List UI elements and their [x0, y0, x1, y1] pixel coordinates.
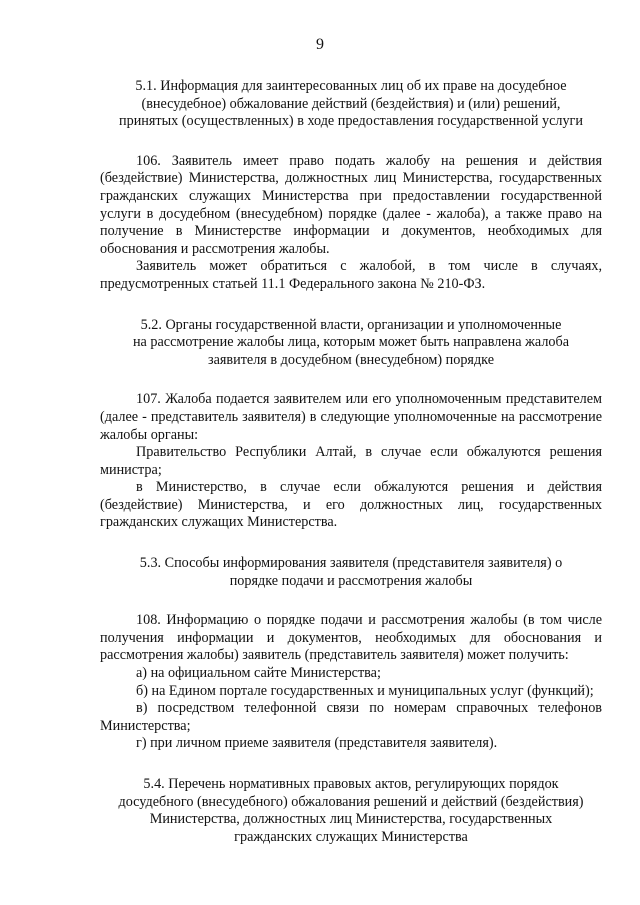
list-item-v: в) посредством телефонной связи по номерам справочных телефонов Министерства;: [100, 700, 602, 734]
heading-line: 5.3. Способы информирования заявителя (представителя заявителя) о: [139, 555, 563, 572]
heading-line: досудебного (внесудебного) обжалования решений и действий (бездействия): [118, 793, 584, 810]
heading-line: 5.2. Органы государственной власти, организации и уполномоченные: [140, 316, 562, 333]
heading-line: 5.1. Информация для заинтересованных лиц об их праве на досудебное: [135, 78, 567, 94]
paragraph-ministry: в Министерство, в случае если обжалуются решения и действия (бездействие) Министерства, и его должностных лиц, государственных гражданских служащих Министерства.: [100, 479, 602, 531]
heading-line: Министерства, должностных лиц Министерства, государственных: [149, 811, 553, 828]
heading-line: (внесудебное) обжалование действий (бездействия) и (или) решений,: [141, 95, 561, 112]
paragraph-108: 108. Информацию о порядке подачи и рассмотрения жалобы (в том числе получения информации и документов, необходимых для обоснования и рассмотрения жалобы) заявитель (представитель заявителя) может получить:: [100, 612, 602, 664]
list-item-b: б) на Едином портале государственных и муниципальных услуг (функций);: [136, 682, 594, 699]
section-heading-5-2: [100, 317, 602, 370]
heading-line: заявителя в досудебном (внесудебном) порядке: [208, 351, 494, 368]
document-body: [100, 78, 602, 846]
heading-line: на рассмотрение жалобы лица, которым может быть направлена жалоба: [132, 334, 570, 351]
paragraph-106: 106. Заявитель имеет право подать жалобу на решения и действия (бездействие) Министерства, должностных лиц Министерства, государственных гражданских служащих Министерства при предоставлении государственной услуги в досудебном (внесудебном) порядке (далее - жалоба), а также право на получение в Министерстве информации и документов, необходимых для обоснования и рассмотрения жалобы.: [100, 152, 602, 257]
page-number: 9: [316, 36, 324, 53]
paragraph-107: 107. Жалоба подается заявителем или его уполномоченным представителем (далее - представитель заявителя) в следующие уполномоченные на рассмотрение жалобы органы:: [100, 391, 602, 443]
heading-line: порядке подачи и рассмотрения жалобы: [229, 572, 473, 589]
list-item-a: а) на официальном сайте Министерства;: [136, 665, 381, 682]
section-heading-5-4: [100, 776, 602, 846]
heading-line: гражданских служащих Министерства: [234, 828, 468, 845]
section-heading-5-1: [100, 78, 602, 131]
heading-line: 5.4. Перечень нормативных правовых актов, регулирующих порядок: [143, 776, 559, 792]
paragraph-complaint-cases: Заявитель может обратиться с жалобой, в том числе в случаях, предусмотренных статьей 11.1 Федерального закона № 210-ФЗ.: [100, 258, 602, 292]
heading-line: принятых (осуществленных) в ходе предоставления государственной услуги: [119, 113, 583, 130]
list-item-g: г) при личном приеме заявителя (представителя заявителя).: [136, 735, 498, 752]
paragraph-government: Правительство Республики Алтай, в случае если обжалуются решения министра;: [100, 444, 602, 478]
section-heading-5-3: [100, 555, 602, 590]
